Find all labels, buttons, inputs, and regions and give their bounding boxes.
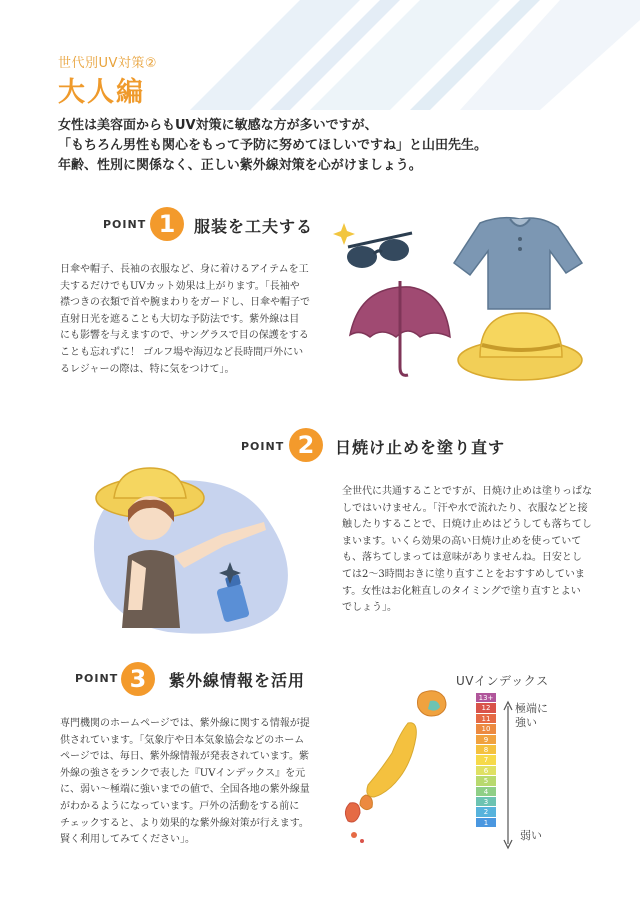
point-2-text <box>342 484 592 617</box>
point-3-label: POINT <box>75 672 119 685</box>
uv-level-cell: 11 <box>476 714 496 724</box>
point-2-number: 2 <box>289 428 323 462</box>
uv-level-cell: 5 <box>476 776 496 786</box>
uv-arrow <box>502 700 514 850</box>
point-1-title: 服装を工夫する <box>194 217 314 236</box>
page-title: 大人編 <box>58 77 145 108</box>
point-2-label: POINT <box>241 440 285 453</box>
text-line: るレジャーの際は、特に気をつけて」。 <box>60 363 235 375</box>
uv-level-cell: 8 <box>476 745 496 755</box>
straw-hat-icon <box>458 313 582 380</box>
uv-level-cell: 9 <box>476 735 496 745</box>
uv-index-title: UVインデックス <box>456 674 549 688</box>
point-2-title: 日焼け止めを塗り直す <box>335 438 506 457</box>
sparkle-icon <box>333 223 355 245</box>
uv-level-cell: 7 <box>476 755 496 765</box>
text-line: 夫するだけでもUVカット効果は上がります。「長袖や <box>60 280 300 292</box>
lead-line: 「もちろん男性も関心をもって予防に努めてほしいですね」と山田先生。 <box>58 138 488 153</box>
text-line: に、弱い〜極端に強いまでの値で、全国各地の紫外線量 <box>60 784 310 796</box>
point-3-number: 3 <box>121 662 155 696</box>
uv-weak-label: 弱い <box>520 829 542 842</box>
uv-index-scale <box>476 693 496 828</box>
text-line: しではいけません。「汗や水で流れたり、衣服などと接 <box>342 502 588 514</box>
uv-level-cell: 4 <box>476 787 496 797</box>
uv-level-cell: 6 <box>476 766 496 776</box>
lead-text <box>58 116 598 176</box>
section-kicker: 世代別UV対策② <box>58 56 158 71</box>
japan-uv-map <box>340 685 460 845</box>
text-line: 襟つきの衣類で首や腕まわりをガードし、日傘や帽子で <box>60 297 310 309</box>
clothing-illustration <box>330 205 590 395</box>
sunglasses-icon <box>347 233 412 268</box>
lead-line: 女性は美容面からもUV対策に敏感な方が多いですが、 <box>58 118 378 133</box>
text-line: 触したりすることで、日焼け止めはどうしても落ちてし <box>342 519 592 531</box>
text-line: す。女性はお化粧直しのタイミングで塗り直すとよい <box>342 585 581 597</box>
uv-strong-label: 極端に強い <box>515 702 548 729</box>
text-line: 専門機関のホームページでは、紫外線に関する情報が提 <box>60 718 310 729</box>
parasol-icon <box>350 281 450 375</box>
uv-level-cell: 2 <box>476 807 496 817</box>
text-line: 直射日光を遮ることも大切な予防法です。紫外線は目 <box>60 313 300 325</box>
text-line: ては2〜3時間おきに塗り直すことをおすすめしていま <box>342 568 585 580</box>
point-1-number: 1 <box>150 207 184 241</box>
text-line: 外線の強さをランクで表した『UVインデックス』を元 <box>60 767 306 779</box>
text-line: チェックすると、より効果的な紫外線対策が行えます。 <box>60 817 309 829</box>
uv-level-cell: 3 <box>476 797 496 807</box>
text-line: 全世代に共通することですが、日焼け止めは塗りっぱな <box>342 486 592 497</box>
uv-level-cell: 12 <box>476 703 496 713</box>
point-3-text <box>60 716 310 849</box>
text-line: でしょう」。 <box>342 602 397 614</box>
point-1-text <box>60 262 310 378</box>
text-line: 日傘や帽子、長袖の衣服など、身に着けるアイテムを工 <box>60 264 309 275</box>
sunscreen-illustration <box>88 460 308 640</box>
text-line: まいます。いくら効果の高い日焼け止めを使っていて <box>342 535 582 547</box>
text-line: も、落ちてしまっては意味がありませんね。日安とし <box>342 552 582 564</box>
uv-level-cell: 10 <box>476 724 496 734</box>
long-sleeve-shirt-icon <box>454 218 582 309</box>
text-line: 供されています。「気象庁や日本気象協会などのホーム <box>60 734 305 746</box>
point-3-title: 紫外線情報を活用 <box>169 671 306 690</box>
text-line: 賢く利用してみてください」。 <box>60 834 195 846</box>
text-line: ページでは、毎日、紫外線情報が発表されています。紫 <box>60 751 309 763</box>
text-line: にも影響を与えますので、サングラスで目の保護をする <box>60 330 309 342</box>
text-line: がわかるようになっています。戸外の活動をする前に <box>60 800 300 812</box>
text-line: ことも忘れずに！ ゴルフ場や海辺など長時間戸外にい <box>60 346 304 358</box>
uv-level-cell: 1 <box>476 818 496 828</box>
uv-level-cell: 13+ <box>476 693 496 703</box>
point-1-label: POINT <box>103 218 147 231</box>
lead-line: 年齢、性別に関係なく、正しい紫外線対策を心がけましょう。 <box>58 158 422 173</box>
